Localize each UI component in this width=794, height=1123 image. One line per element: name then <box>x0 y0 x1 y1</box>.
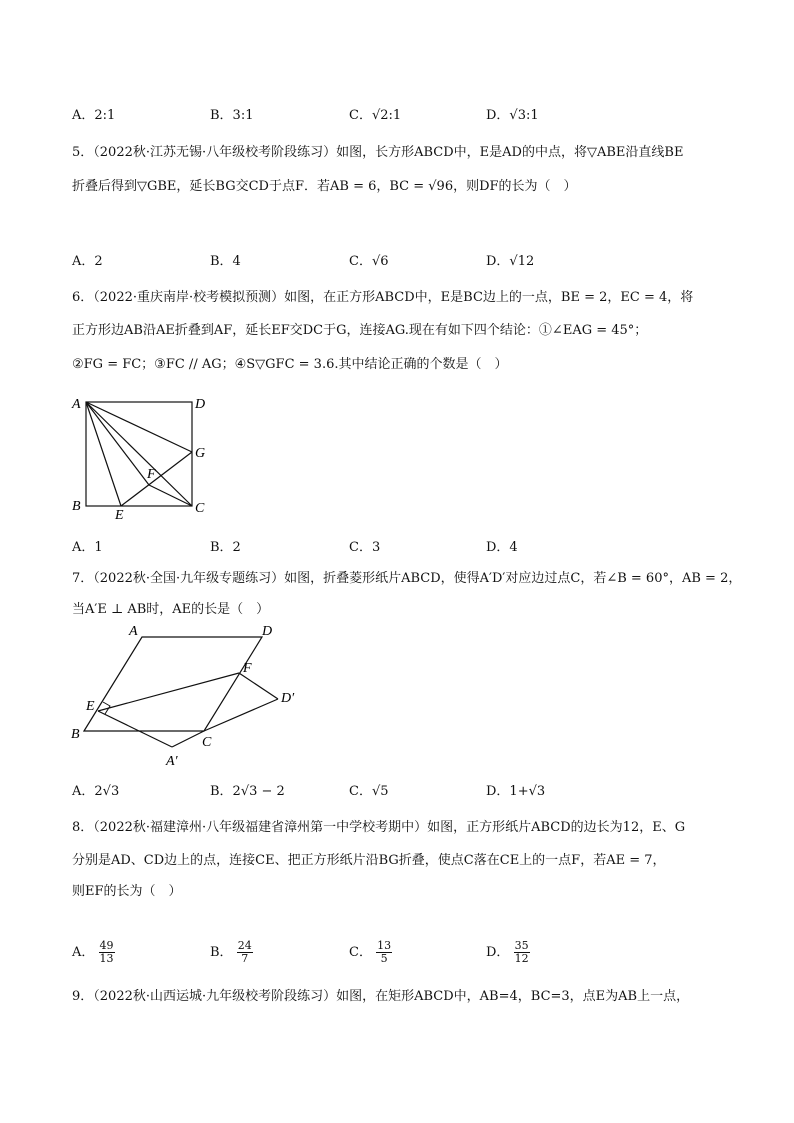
q7-line-d-prime-c <box>204 699 278 731</box>
q6-label-b: B <box>72 499 81 514</box>
q6-line-af <box>86 402 149 485</box>
q8-choice-a-denominator: 13 <box>99 952 114 965</box>
q5-text-line1: 5．（2022秋·江苏无锡·八年级校考阶段练习）如图，长方形ABCD中，E是AD的中点，将▽ABE沿直线BE <box>72 145 684 160</box>
q8-choice-b-letter: B． <box>210 945 233 960</box>
q6-line-ac <box>86 402 192 506</box>
q8-choice-b-numerator: 24 <box>237 939 252 952</box>
q8-choice-c-denominator: 5 <box>380 952 388 965</box>
q7-right-angle-mark <box>103 702 110 714</box>
q6-label-d: D <box>195 397 206 412</box>
q5-text-line2: 折叠后得到▽GBE，延长BG交CD于点F．若AB = 6，BC = √96，则DF的长为（ ） <box>72 179 577 194</box>
q6-label-e: E <box>115 508 124 522</box>
q6-label-f: F <box>147 467 156 482</box>
q7-figure <box>66 620 306 770</box>
q8-choice-a-fraction <box>99 940 115 965</box>
q7-label-d: D <box>262 624 273 639</box>
q7-line-ef <box>98 673 239 711</box>
q8-choice-a <box>72 940 115 965</box>
q7-choice-d: D．1+√3 <box>486 784 546 799</box>
q6-line-ae <box>86 402 121 506</box>
q8-choice-b <box>210 940 253 965</box>
q8-choice-d-fraction <box>514 940 530 965</box>
q6-label-c: C <box>195 501 205 516</box>
q8-choice-a-letter: A． <box>72 945 95 960</box>
q6-label-g: G <box>195 446 206 461</box>
q4-choice-a: A．2:1 <box>72 108 116 123</box>
q7-choice-b: B．2√3 − 2 <box>210 784 285 799</box>
q6-label-a: A <box>72 397 81 412</box>
q5-choice-c: C．√6 <box>349 254 389 269</box>
q4-choice-b: B．3:1 <box>210 108 254 123</box>
q8-text-line1: 8．（2022秋·福建漳州·八年级福建省漳州第一中学校考期中）如图，正方形纸片ABCD的边长为12，E、G <box>72 820 686 835</box>
q4-choice-d: D．√3:1 <box>486 108 539 123</box>
q7-label-f: F <box>243 661 252 676</box>
q7-choice-c: C．√5 <box>349 784 389 799</box>
q6-text-line2: 正方形边AB沿AE折叠到AF，延长EF交DC于G，连接AG.现在有如下四个结论：①∠EAG = 45°； <box>72 323 648 338</box>
q8-choice-d <box>486 940 530 965</box>
q8-text-line2: 分别是AD、CD边上的点，连接CE、把正方形纸片沿BG折叠，使点C落在CE上的一点F，若AE = 7， <box>72 853 666 868</box>
q5-choice-a: A．2 <box>72 254 103 269</box>
q5-choice-b: B．4 <box>210 254 241 269</box>
q7-line-ea-prime <box>98 711 172 747</box>
q6-text-line3: ②FG = FC；③FC // AG；④S▽GFC = 3.6.其中结论正确的个数是（ ） <box>72 357 508 372</box>
q6-text-line1: 6．（2022·重庆南岸·校考模拟预测）如图，在正方形ABCD中，E是BC边上的一点，BE = 2，EC = 4，将 <box>72 290 694 305</box>
q8-choice-d-numerator: 35 <box>514 939 529 952</box>
q7-label-a: A <box>129 624 138 639</box>
q7-text-line2: 当A′E ⊥ AB时，AE的长是（ ） <box>72 602 270 617</box>
q8-choice-b-fraction <box>237 940 253 965</box>
q8-choice-a-numerator: 49 <box>99 939 114 952</box>
q6-line-eg <box>121 452 192 506</box>
q8-choice-c-numerator: 13 <box>377 939 392 952</box>
q8-choice-b-denominator: 7 <box>241 952 249 965</box>
q7-line-f-d-prime <box>239 673 278 699</box>
q7-choice-a: A．2√3 <box>72 784 120 799</box>
q6-choice-c: C．3 <box>349 540 381 555</box>
q8-choice-c <box>349 940 392 965</box>
q8-choice-d-denominator: 12 <box>514 952 529 965</box>
q6-figure <box>68 392 218 522</box>
q6-line-fc <box>149 485 192 506</box>
q8-choice-d-letter: D． <box>486 945 510 960</box>
q7-label-e: E <box>86 699 95 714</box>
q5-choice-d: D．√12 <box>486 254 535 269</box>
q8-text-line3: 则EF的长为（ ） <box>72 884 182 899</box>
q7-label-a-prime: A′ <box>166 754 178 769</box>
q6-choice-b: B．2 <box>210 540 241 555</box>
q8-choice-c-letter: C． <box>349 945 372 960</box>
q9-text-line1: 9．（2022秋·山西运城·九年级校考阶段练习）如图，在矩形ABCD中，AB=4，BC=3，点E为AB上一点， <box>72 989 690 1004</box>
q7-text-line1: 7．（2022秋·全国·九年级专题练习）如图，折叠菱形纸片ABCD，使得A′D′对应边过点C，若∠B = 60°，AB = 2， <box>72 571 742 586</box>
q7-label-b: B <box>71 727 80 742</box>
q6-choice-d: D．4 <box>486 540 518 555</box>
q6-choice-a: A．1 <box>72 540 103 555</box>
q7-line-a-prime-c <box>172 731 204 747</box>
q8-choice-c-fraction <box>376 940 392 965</box>
q7-label-d-prime: D′ <box>281 691 295 706</box>
q6-line-ag <box>86 402 192 452</box>
q7-label-c: C <box>202 735 212 750</box>
q4-choice-c: C．√2:1 <box>349 108 402 123</box>
